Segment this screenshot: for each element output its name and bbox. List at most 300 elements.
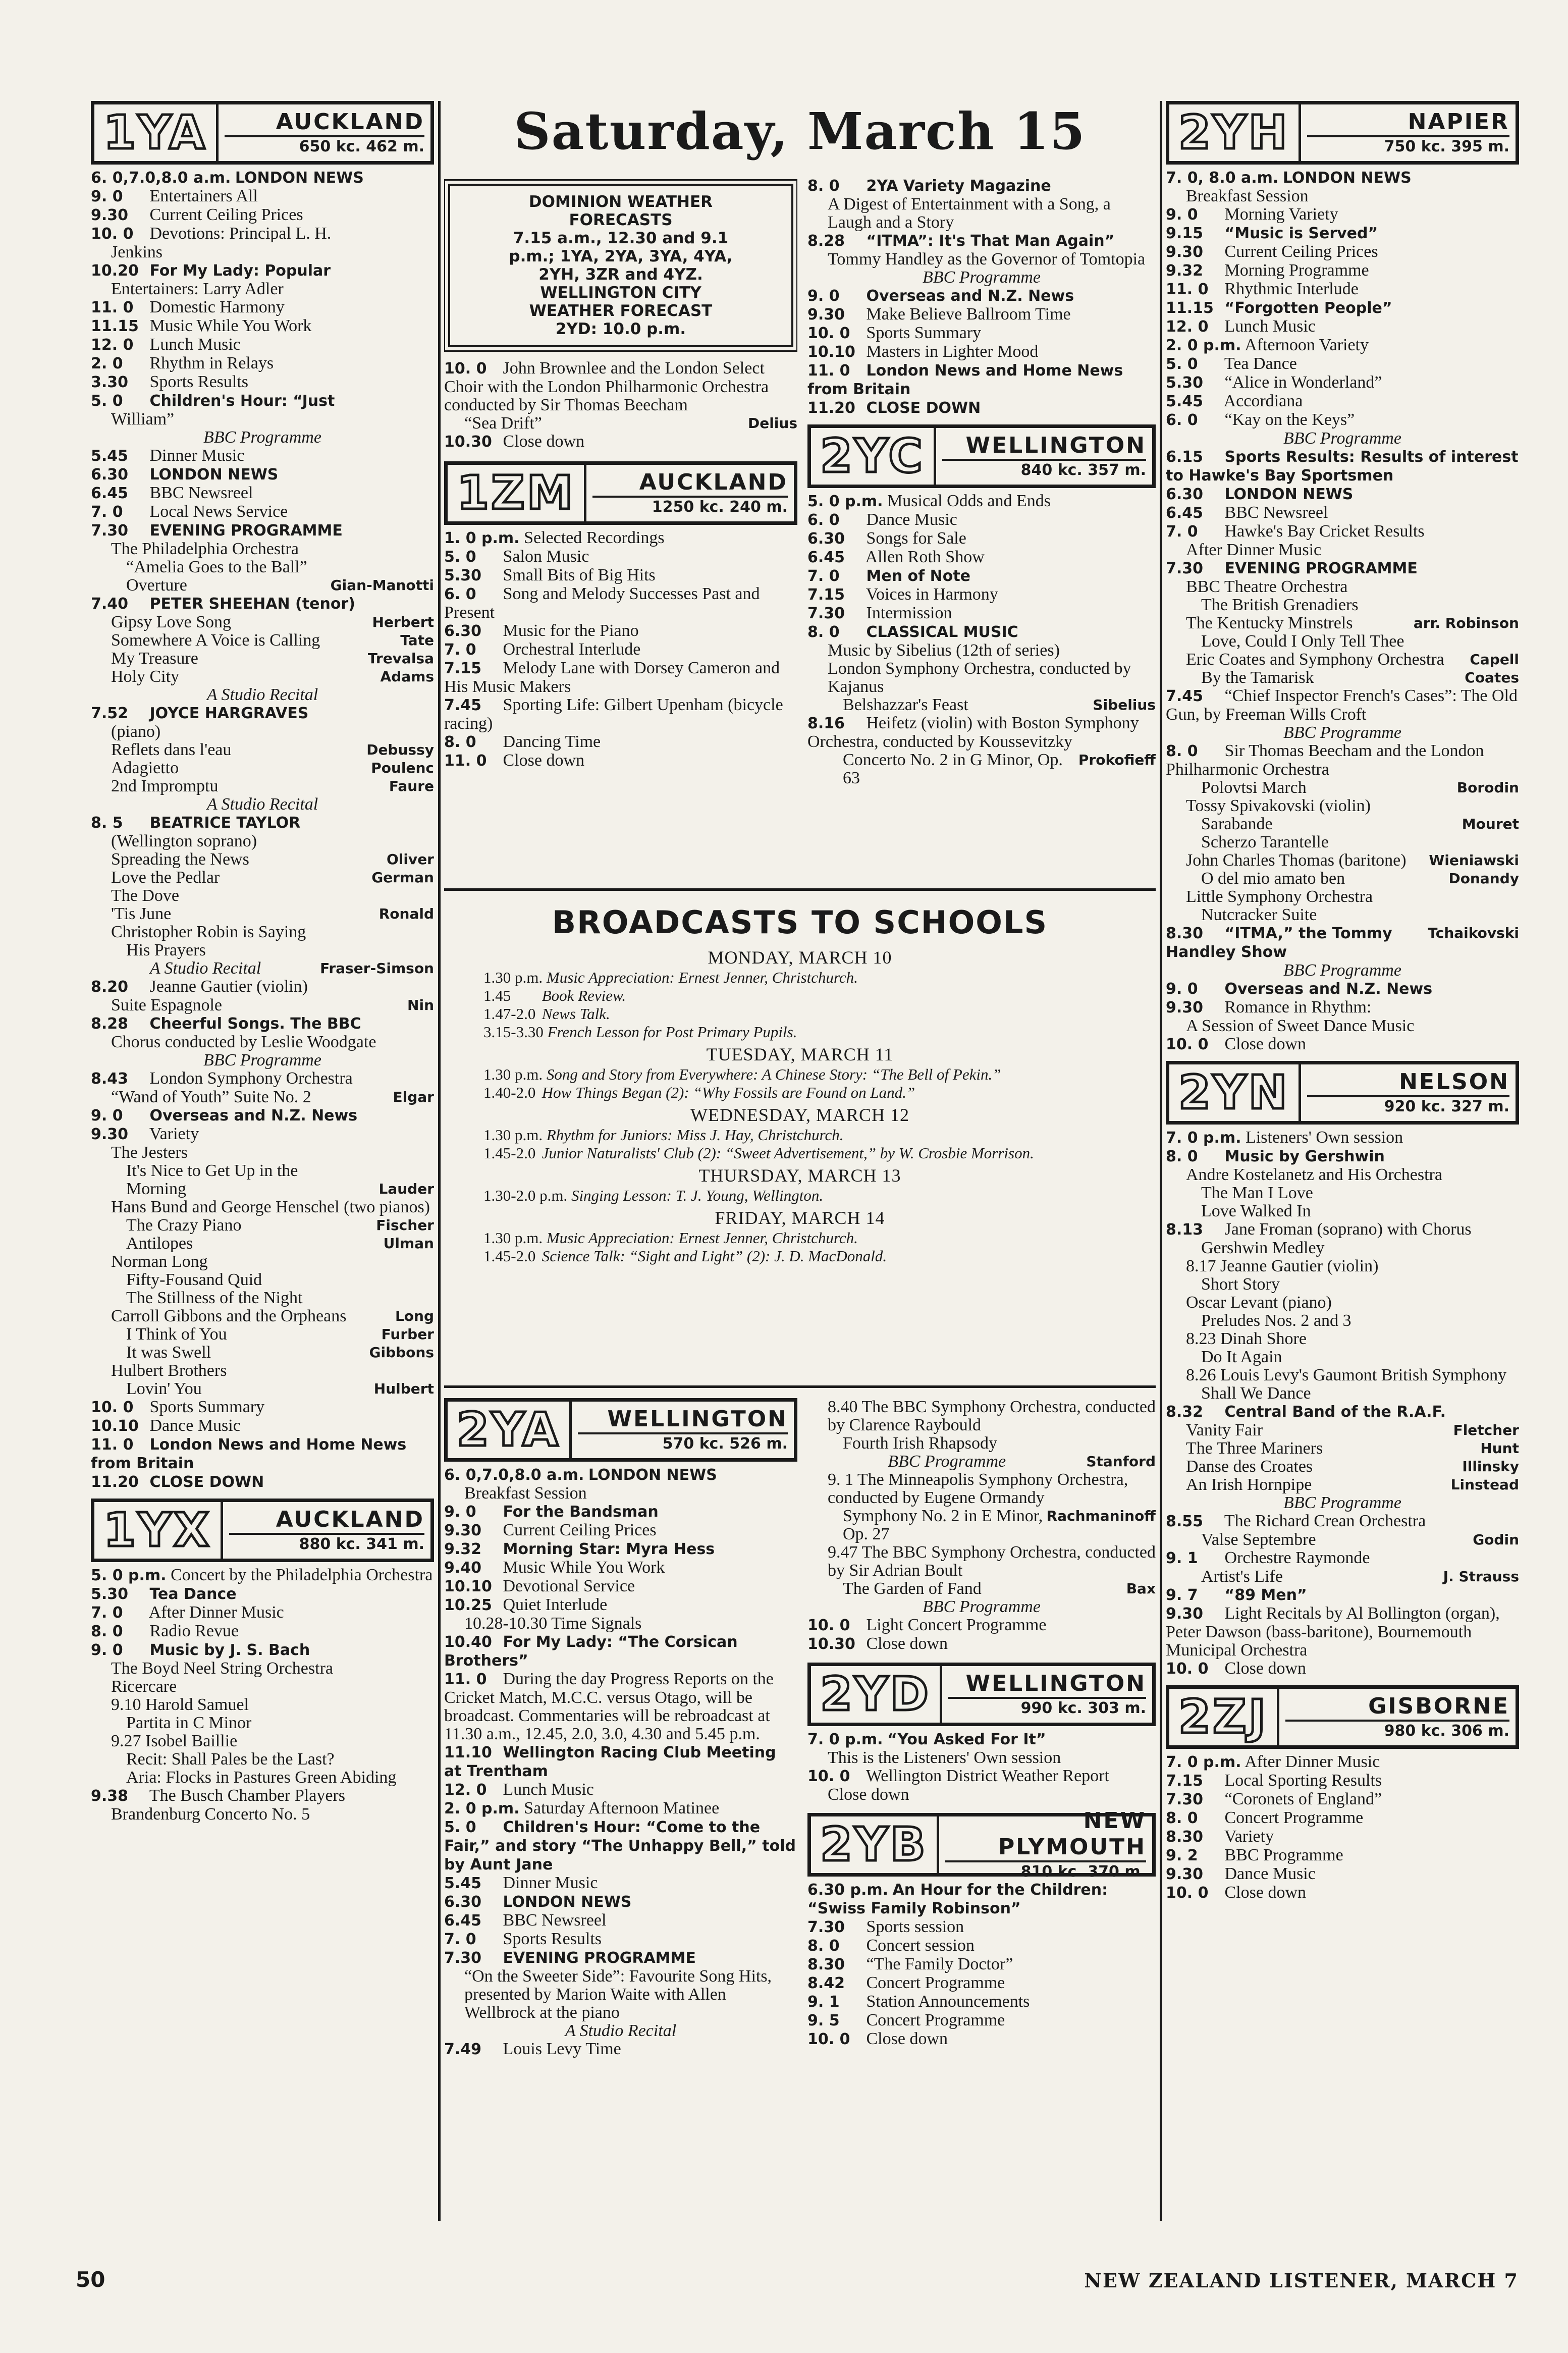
programme-item xyxy=(1166,261,1519,280)
programme-item xyxy=(807,232,1156,250)
composer-name: Rachmaninoff xyxy=(1046,1508,1156,1524)
programme-item xyxy=(444,2040,797,2059)
programme-title: Dinner Music xyxy=(503,1874,598,1892)
programme-time: 6.30 xyxy=(807,530,845,548)
programme-detail xyxy=(91,759,434,777)
programme-item xyxy=(444,1577,797,1596)
programme-title: Jane Froman (soprano) with Chorus xyxy=(1224,1220,1472,1239)
programme-item xyxy=(1166,1790,1519,1809)
programme-detail xyxy=(91,741,434,759)
programme-title: Close down xyxy=(1224,1035,1306,1053)
programme-detail xyxy=(91,832,434,850)
programme-detail-text: Aria: Flocks in Pastures Green Abiding xyxy=(126,1768,397,1787)
programme-time: 11.15 xyxy=(91,317,139,335)
programme-title: Dinner Music xyxy=(149,446,245,465)
programme-time: 8.16 xyxy=(807,715,845,732)
programme-title: Allen Roth Show xyxy=(865,548,985,566)
programme-title: Dancing Time xyxy=(503,732,601,751)
page-title: Saturday, March 15 xyxy=(514,101,1086,161)
programme-title: Domestic Harmony xyxy=(149,298,285,316)
programme-title: Concert by the Philadelphia Orchestra xyxy=(171,1566,433,1584)
programme-detail-text: Danse des Croates xyxy=(1186,1457,1313,1476)
programme-time: 7. 0 xyxy=(444,641,476,659)
programme-title: “ITMA”: It's That Man Again” xyxy=(866,232,1115,250)
programme-item xyxy=(1166,299,1519,317)
programme-title: Orchestre Raymonde xyxy=(1224,1548,1370,1567)
station-frequency: 650 kc. 462 m. xyxy=(299,138,424,155)
programme-title: Light Recitals by Al Bollington (organ), Peter Dawson (bass-baritone), Bournemouth Municipal Orchestra xyxy=(1166,1604,1500,1660)
schools-lesson xyxy=(444,1084,1156,1102)
programme-title: Saturday Afternoon Matinee xyxy=(524,1799,720,1817)
programme-credit: BBC Programme xyxy=(888,1452,1006,1471)
programme-item xyxy=(444,1466,797,1484)
column-rule xyxy=(438,101,441,2221)
programme-detail xyxy=(1166,632,1519,651)
programme-item xyxy=(807,177,1156,195)
programme-detail xyxy=(91,905,434,923)
programme-title: Devotions: Principal L. H. xyxy=(149,224,332,243)
programme-credit: A Studio Recital xyxy=(149,959,261,978)
programme-item xyxy=(1166,1884,1519,1902)
programme-detail xyxy=(1166,1568,1519,1586)
programme-item xyxy=(444,1930,797,1949)
programme-detail xyxy=(91,1380,434,1398)
programme-detail xyxy=(91,1253,434,1271)
schools-lesson-text: French Lesson for Post Primary Pupils. xyxy=(547,1023,797,1041)
programme-time: 10. 0 xyxy=(807,325,850,342)
composer-name: Wieniawski xyxy=(1429,852,1519,869)
programme-item xyxy=(444,359,797,414)
programme-item xyxy=(1166,1586,1519,1605)
programme-detail xyxy=(91,280,434,298)
programme-title: Sporting Life: Gilbert Upenham (bicycle racing) xyxy=(444,696,783,733)
programme-detail xyxy=(91,1144,434,1162)
programme-detail-text: “On the Sweeter Side”: Favourite Song Hits, presented by Marion Waite with Allen Wellbrock at the piano xyxy=(464,1967,772,2022)
programme-time: 9. 2 xyxy=(1166,1847,1198,1864)
programme-time: 6.45 xyxy=(807,549,845,566)
programme-detail-text: Hulbert Brothers xyxy=(111,1361,227,1380)
programme-title: EVENING PROGRAMME xyxy=(1224,560,1418,577)
programme-time: 6.45 xyxy=(1166,504,1204,522)
programme-time: 8.55 xyxy=(1166,1513,1204,1530)
programme-time: 8.43 xyxy=(91,1070,129,1088)
programme-title: “Coronets of England” xyxy=(1224,1790,1382,1808)
programme-time: 9. 1 xyxy=(1166,1549,1198,1567)
composer-name: Borodin xyxy=(1456,779,1519,796)
programme-time: 7.49 xyxy=(444,2041,482,2058)
programme-detail xyxy=(1166,1275,1519,1294)
programme-detail xyxy=(807,1786,1156,1804)
programme-time: 8.30 xyxy=(1166,925,1204,942)
programme-title: Jeanne Gautier (violin) xyxy=(149,977,308,996)
programme-detail xyxy=(1166,1017,1519,1035)
station-frequency: 990 kc. 303 m. xyxy=(1020,1699,1146,1717)
programme-title: Concert Programme xyxy=(866,1973,1005,1992)
programme-title: Sports Results xyxy=(503,1930,602,1948)
programme-time: 6.30 xyxy=(444,622,482,640)
programme-item xyxy=(444,548,797,566)
programme-item xyxy=(444,1521,797,1540)
programme-item xyxy=(1166,1220,1519,1239)
programme-detail-text: An Irish Hornpipe xyxy=(1186,1475,1312,1494)
programme-detail-text: Preludes Nos. 2 and 3 xyxy=(1201,1311,1351,1330)
programme-detail xyxy=(1166,906,1519,924)
programme-item xyxy=(1166,1512,1519,1531)
schools-lesson-text: Singing Lesson: T. J. Young, Wellington. xyxy=(571,1187,824,1204)
programme-time: 7. 0 xyxy=(1166,523,1198,541)
programme-time: 5. 0 xyxy=(1166,355,1198,373)
programme-item xyxy=(91,978,434,996)
programme-title: Morning Variety xyxy=(1224,205,1338,224)
programme-title: BBC Newsreel xyxy=(149,484,253,502)
programme-time: 10. 0 xyxy=(1166,1036,1209,1053)
programme-item xyxy=(1166,336,1519,355)
programme-time: 9. 7 xyxy=(1166,1586,1198,1604)
programme-detail xyxy=(1166,541,1519,559)
programme-detail xyxy=(91,1362,434,1380)
composer-name: Bax xyxy=(1126,1580,1156,1597)
programme-item xyxy=(807,399,1156,417)
programme-time: 11. 0 xyxy=(1166,281,1209,298)
programme-time: 9. 0 xyxy=(91,1641,123,1659)
programme-detail xyxy=(91,1271,434,1289)
programme-title: Music While You Work xyxy=(149,316,312,335)
programme-title: “89 Men” xyxy=(1224,1586,1307,1604)
schools-lesson-time: 1.30 p.m. xyxy=(483,1229,543,1247)
programme-time: 6. 0,7.0,8.0 a.m. xyxy=(444,1466,584,1484)
programme-detail xyxy=(1166,1384,1519,1403)
composer-name: Elgar xyxy=(393,1089,434,1105)
programme-detail-text: The Philadelphia Orchestra xyxy=(111,540,299,558)
programme-time: 10.10 xyxy=(91,1417,139,1435)
station-frequency: 840 kc. 357 m. xyxy=(1020,461,1146,479)
programme-detail xyxy=(91,850,434,869)
programme-item xyxy=(91,1585,434,1603)
programme-item xyxy=(91,1473,434,1491)
programme-detail-text: I Think of You xyxy=(126,1325,227,1344)
programme-detail-text: Norman Long xyxy=(111,1252,208,1271)
programme-title: “Music is Served” xyxy=(1224,225,1378,242)
programme-item xyxy=(444,733,797,752)
schools-lesson xyxy=(444,1126,1156,1144)
programme-time: 12. 0 xyxy=(444,1781,487,1799)
programme-title: London Symphony Orchestra xyxy=(149,1069,353,1088)
schools-lesson-text: Junior Naturalists' Club (2): “Sweet Advertisement,” by W. Crosbie Morrison. xyxy=(542,1144,1034,1162)
programme-detail xyxy=(807,1471,1156,1507)
programme-credit: A Studio Recital xyxy=(206,685,318,704)
programme-title: London News and Home News from Britain xyxy=(91,1436,407,1472)
programme-item xyxy=(1166,1403,1519,1421)
programme-item xyxy=(807,548,1156,567)
schools-lesson-text: Rhythm for Juniors: Miss J. Hay, Christchurch. xyxy=(546,1126,844,1144)
programme-detail xyxy=(91,1033,434,1051)
programme-title: Listeners' Own session xyxy=(1246,1128,1403,1147)
programme-item xyxy=(1166,1846,1519,1865)
programme-title: Hawke's Bay Cricket Results xyxy=(1224,522,1425,541)
programme-title: Music While You Work xyxy=(503,1558,665,1577)
programme-detail xyxy=(1166,1330,1519,1348)
programme-item xyxy=(1166,485,1519,504)
programme-title: PETER SHEEHAN (tenor) xyxy=(149,595,355,613)
station-logo xyxy=(807,1663,1156,1726)
programme-detail xyxy=(807,250,1156,269)
programme-detail-text: Suite Espagnole xyxy=(111,996,223,1014)
programme-time: 9. 0 xyxy=(1166,206,1198,224)
programme-item xyxy=(1166,169,1519,187)
station-meta xyxy=(586,465,794,521)
programme-item xyxy=(91,317,434,336)
programme-title: Musical Odds and Ends xyxy=(887,492,1051,510)
station-2ya-evening xyxy=(807,177,1156,417)
programme-item xyxy=(91,1398,434,1417)
station-meta xyxy=(1279,1689,1516,1745)
programme-time: 10.40 xyxy=(444,1633,492,1651)
programme-credit: BBC Programme xyxy=(1283,1493,1401,1512)
programme-item xyxy=(1166,1772,1519,1790)
programme-item xyxy=(1166,1828,1519,1846)
weather-line: WEATHER FORECAST xyxy=(529,302,713,320)
programme-detail xyxy=(807,641,1156,660)
programme-item xyxy=(91,1014,434,1033)
programme-detail-text: After Dinner Music xyxy=(1186,541,1322,559)
programme-title: Light Concert Programme xyxy=(866,1616,1047,1634)
programme-time: 6.30 xyxy=(444,1893,482,1911)
programme-item xyxy=(807,714,1156,751)
programme-item xyxy=(91,169,434,187)
programme-item xyxy=(1166,224,1519,243)
programme-item xyxy=(91,1125,434,1144)
schools-schedule xyxy=(444,946,1156,1265)
programme-item xyxy=(91,1603,434,1622)
programme-detail xyxy=(807,1543,1156,1580)
programme-title: Voices in Harmony xyxy=(866,585,998,604)
programme-credit: BBC Programme xyxy=(923,268,1041,287)
programme-time: 6.15 xyxy=(1166,448,1204,466)
programme-time: 7. 0 xyxy=(91,1604,123,1622)
programme-title: EVENING PROGRAMME xyxy=(149,522,343,540)
programme-detail xyxy=(91,1660,434,1678)
programme-detail xyxy=(91,923,434,941)
programme-title: The Richard Crean Orchestra xyxy=(1224,1512,1426,1530)
station-city: AUCKLAND xyxy=(592,469,788,498)
composer-name: Poulenc xyxy=(371,760,434,776)
programme-detail-text: Ricercare xyxy=(111,1677,177,1696)
programme-time: 7.52 xyxy=(91,705,129,722)
programme-detail-text: 9.47 The BBC Symphony Orchestra, conducted by Sir Adrian Boult xyxy=(828,1543,1156,1580)
programme-time: 12. 0 xyxy=(91,336,134,354)
programme-item xyxy=(1166,924,1519,961)
programme-item xyxy=(807,1974,1156,1993)
weather-line: 2YH, 3ZR and 4YZ. xyxy=(538,265,703,284)
station-call-sign: 1YX xyxy=(94,1502,223,1559)
station-meta xyxy=(939,1808,1152,1881)
programme-title: Selected Recordings xyxy=(524,528,665,547)
station-logo xyxy=(444,461,797,525)
programme-detail xyxy=(807,751,1156,787)
programme-detail xyxy=(91,1714,434,1732)
column-4 xyxy=(1166,101,1519,2221)
station-call-sign: 2YN xyxy=(1169,1064,1301,1121)
programme-time: 8.13 xyxy=(1166,1221,1204,1239)
schools-day-heading: FRIDAY, MARCH 14 xyxy=(715,1208,885,1228)
programme-time: 11. 0 xyxy=(91,1436,134,1454)
programme-detail-text: His Prayers xyxy=(126,941,206,959)
programme-time: 8. 5 xyxy=(91,814,123,832)
programme-detail xyxy=(1166,797,1519,815)
programme-title: For My Lady: Popular xyxy=(149,262,331,280)
programme-title: Tea Dance xyxy=(1224,354,1297,373)
programme-title: Station Announcements xyxy=(866,1992,1030,2011)
schools-title: BROADCASTS TO SCHOOLS xyxy=(552,904,1048,941)
programme-title: Lunch Music xyxy=(1224,317,1316,336)
programme-time: 5.30 xyxy=(91,1585,129,1603)
programme-item xyxy=(444,1781,797,1799)
programme-time: 8. 0 xyxy=(91,1623,123,1640)
programme-detail xyxy=(91,668,434,686)
station-frequency: 570 kc. 526 m. xyxy=(662,1435,788,1453)
programme-item xyxy=(1166,317,1519,336)
programme-time: 10. 0 xyxy=(1166,1884,1209,1902)
schools-lesson-text: Song and Story from Everywhere: A Chinese Story: “The Bell of Pekin.” xyxy=(546,1065,1001,1083)
programme-detail xyxy=(444,1615,797,1633)
programme-detail-text: “Sea Drift” xyxy=(464,414,542,433)
programme-time: 9.30 xyxy=(1166,1865,1204,1883)
programme-detail xyxy=(91,1805,434,1824)
station-logo xyxy=(1166,1061,1519,1125)
programme-detail xyxy=(1166,651,1519,669)
programme-item xyxy=(444,1596,797,1615)
publication-footer: NEW ZEALAND LISTENER, MARCH 7 xyxy=(1084,2269,1519,2292)
programme-time: 9.38 xyxy=(91,1787,129,1805)
programme-title: Close down xyxy=(866,2029,948,2048)
programme-detail-text: Vanity Fair xyxy=(1186,1421,1263,1439)
programme-time: 9. 0 xyxy=(1166,980,1198,998)
programme-time: 8. 0 xyxy=(1166,742,1198,760)
programme-detail-text: The Boyd Neel String Orchestra xyxy=(111,1659,333,1678)
programme-title: Rhythmic Interlude xyxy=(1224,280,1359,298)
programme-item xyxy=(807,343,1156,361)
programme-item xyxy=(91,1641,434,1660)
programme-detail-text: “Amelia Goes to the Ball” xyxy=(126,558,307,576)
schools-lesson-time: 1.45-2.0 xyxy=(483,1247,536,1265)
programme-item xyxy=(444,1874,797,1893)
programme-title: Sports Results xyxy=(149,372,249,391)
programme-item xyxy=(444,1670,797,1743)
programme-item xyxy=(91,484,434,503)
schools-lesson xyxy=(444,1247,1156,1265)
programme-item xyxy=(444,1743,797,1781)
programme-detail-text: London Symphony Orchestra, conducted by Kajanus xyxy=(828,659,1131,696)
programme-title: Overseas and N.Z. News xyxy=(149,1107,358,1125)
programme-item xyxy=(91,225,434,243)
composer-name: Trevalsa xyxy=(367,650,434,667)
programme-detail-text: Nutcracker Suite xyxy=(1201,905,1317,924)
programme-item xyxy=(91,1566,434,1585)
programme-time: 10.20 xyxy=(91,262,139,280)
programme-time: 11. 0 xyxy=(807,362,850,380)
programme-title: Sports Summary xyxy=(866,324,982,342)
programme-title: Devotional Service xyxy=(503,1577,635,1595)
programme-detail xyxy=(91,723,434,741)
station-logo xyxy=(91,1499,434,1562)
programme-item xyxy=(444,1893,797,1911)
programme-time: 7. 0 xyxy=(91,503,123,521)
programme-detail xyxy=(1166,1421,1519,1439)
programme-item xyxy=(444,1633,797,1670)
programme-detail-text: The Jesters xyxy=(111,1143,188,1162)
programme-time: 10. 0 xyxy=(1166,1660,1209,1678)
programme-detail-text: Chorus conducted by Leslie Woodgate xyxy=(111,1033,376,1051)
programme-title: “Kay on the Keys” xyxy=(1224,410,1355,429)
schools-lesson xyxy=(444,1144,1156,1162)
programme-item xyxy=(444,585,797,622)
programme-time: 8.20 xyxy=(91,978,129,996)
programme-title: Melody Lane with Dorsey Cameron and His Music Makers xyxy=(444,659,780,696)
page-number: 50 xyxy=(76,2267,105,2292)
schools-lesson xyxy=(444,1005,1156,1023)
programme-title: For My Lady: “The Corsican Brothers” xyxy=(444,1633,738,1670)
composer-name: Capell xyxy=(1470,651,1519,668)
programme-detail xyxy=(1166,1348,1519,1366)
programme-detail-text: Symphony No. 2 in E Minor, Op. 27 xyxy=(843,1507,1043,1543)
programme-item xyxy=(1166,355,1519,373)
programme-detail xyxy=(91,1344,434,1362)
programme-time: 10.30 xyxy=(444,433,492,451)
programme-title: Intermission xyxy=(866,604,952,622)
programme-time: 6. 0,7.0,8.0 a.m. xyxy=(91,169,231,187)
programme-title: Concert Programme xyxy=(866,2011,1005,2029)
programme-title: Close down xyxy=(1224,1659,1306,1678)
programme-credit: A Studio Recital xyxy=(565,2021,677,2040)
programme-time: 2. 0 p.m. xyxy=(1166,337,1241,354)
programme-time: 9.32 xyxy=(1166,262,1204,280)
programme-detail-text: 9.27 Isobel Baillie xyxy=(111,1732,238,1750)
programme-item xyxy=(1166,522,1519,541)
programme-detail xyxy=(1166,1239,1519,1257)
programme-time: 9.32 xyxy=(444,1540,482,1558)
programme-item xyxy=(444,1799,797,1818)
programme-detail xyxy=(91,558,434,576)
programme-title: Dance Music xyxy=(1224,1864,1316,1883)
programme-item xyxy=(444,1949,797,1967)
schools-lesson-text: Science Talk: “Sight and Light” (2): J. D. MacDonald. xyxy=(542,1247,887,1265)
schools-lesson-text: How Things Began (2): “Why Fossils are Found on Land.” xyxy=(542,1084,915,1101)
programme-item xyxy=(91,1069,434,1088)
programme-detail-text: Little Symphony Orchestra xyxy=(1186,887,1373,906)
programme-time: 9.30 xyxy=(91,206,129,224)
schools-lesson-text: Book Review. xyxy=(542,987,626,1004)
programme-item xyxy=(1166,1129,1519,1147)
programme-item xyxy=(91,503,434,521)
programme-detail-text: 9. 1 The Minneapolis Symphony Orchestra, conducted by Eugene Ormandy xyxy=(828,1470,1128,1507)
programme-detail xyxy=(1166,779,1519,797)
programme-title: BBC Newsreel xyxy=(1224,503,1328,522)
programme-title: CLASSICAL MUSIC xyxy=(866,623,1018,641)
station-meta xyxy=(936,428,1152,485)
programme-title: Central Band of the R.A.F. xyxy=(1224,1403,1446,1421)
programme-time: 3.30 xyxy=(91,373,129,391)
programme-time: 11.20 xyxy=(91,1473,139,1491)
programme-detail-text: Gershwin Medley xyxy=(1201,1239,1325,1257)
weather-line: WELLINGTON CITY xyxy=(540,284,701,302)
programme-time: 9.30 xyxy=(1166,999,1204,1017)
station-city: NEW PLYMOUTH xyxy=(945,1808,1146,1862)
programme-item xyxy=(444,1911,797,1930)
programme-detail-text: Tommy Handley as the Governor of Tomtopia xyxy=(828,250,1146,269)
programme-detail-text: 8.17 Jeanne Gautier (violin) xyxy=(1186,1257,1379,1275)
programme-time: 7.15 xyxy=(1166,1772,1204,1790)
schools-lesson xyxy=(444,987,1156,1005)
